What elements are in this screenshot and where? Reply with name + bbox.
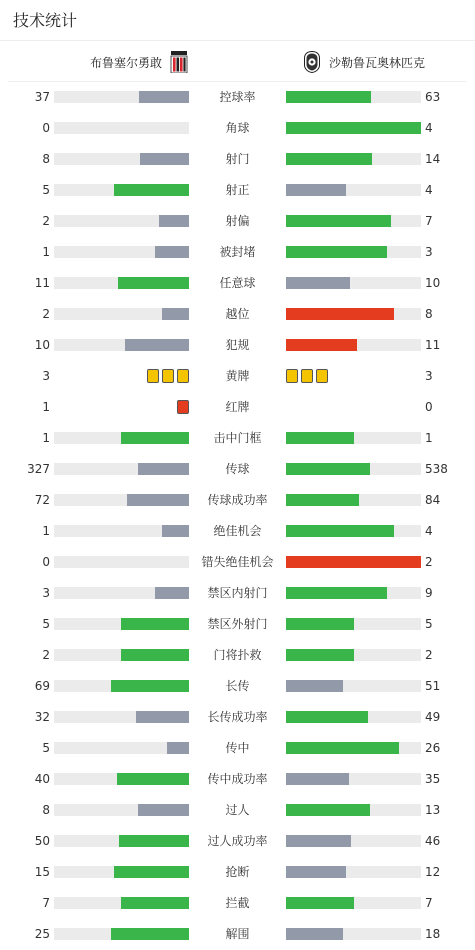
- home-stat-value: 1: [42, 524, 50, 538]
- away-stat-bar: [286, 184, 421, 196]
- home-stat-bar-fill: [162, 308, 189, 320]
- home-stat-bar: [54, 773, 189, 785]
- away-stat-value: 13: [425, 803, 441, 817]
- home-stat-bar: [54, 432, 189, 444]
- stat-row: [0, 921, 475, 950]
- stat-label: 过人: [225, 803, 250, 817]
- home-stat-bar: [54, 215, 189, 227]
- home-stat-value: 69: [34, 679, 50, 693]
- home-stat-bar-fill: [155, 587, 189, 599]
- away-stat-bar-fill: [286, 215, 391, 227]
- home-stat-bar: [54, 308, 189, 320]
- home-stat-bar-fill: [125, 339, 189, 351]
- home-stat-bar: [54, 246, 189, 258]
- away-stat-value: 4: [425, 121, 433, 135]
- home-stat-bar: [54, 649, 189, 661]
- away-stat-value: 14: [425, 152, 441, 166]
- away-stat-bar-fill: [286, 463, 370, 475]
- away-stat-bar-fill: [286, 587, 387, 599]
- stat-label: 黄牌: [225, 369, 250, 383]
- stat-label: 长传: [225, 679, 250, 693]
- stat-row: [0, 828, 475, 859]
- yellow-card-icon: [301, 369, 313, 383]
- home-stat-value: 5: [42, 741, 50, 755]
- away-stat-value: 2: [425, 555, 433, 569]
- away-stat-value: 5: [425, 617, 433, 631]
- away-stat-bar-fill: [286, 556, 421, 568]
- away-stat-value: 35: [425, 772, 441, 786]
- page-title: 技术统计: [13, 11, 78, 30]
- home-stat-value: 3: [42, 369, 50, 383]
- stat-label: 犯规: [225, 338, 250, 352]
- red-card-icon: [177, 400, 189, 414]
- away-stat-bar: [286, 277, 421, 289]
- stat-label: 射门: [225, 152, 250, 166]
- away-stat-bar-fill: [286, 773, 349, 785]
- stat-label: 任意球: [219, 276, 256, 290]
- away-stat-bar: [286, 649, 421, 661]
- away-stat-bar: [286, 153, 421, 165]
- olympic-charleroi-crest-icon: [303, 51, 321, 73]
- home-stat-bar-fill: [118, 277, 189, 289]
- home-stat-bar: [54, 91, 189, 103]
- away-stat-value: 46: [425, 834, 441, 848]
- away-stat-value: 51: [425, 679, 441, 693]
- home-stat-bar-fill: [155, 246, 189, 258]
- home-stat-bar: [54, 277, 189, 289]
- away-stat-bar: [286, 215, 421, 227]
- home-stat-value: 50: [34, 834, 50, 848]
- away-stat-bar-fill: [286, 928, 343, 940]
- stat-row: [0, 611, 475, 642]
- stat-label: 击中门框: [213, 431, 262, 445]
- away-stat-bar: [286, 680, 421, 692]
- away-stat-bar-fill: [286, 339, 357, 351]
- home-stat-value: 11: [34, 276, 50, 290]
- away-stat-bar-fill: [286, 91, 371, 103]
- home-stat-bar-fill: [121, 432, 189, 444]
- header-divider: [0, 40, 475, 41]
- stat-label: 禁区内射门: [207, 586, 268, 600]
- stat-label: 被封堵: [219, 245, 256, 259]
- stat-label: 控球率: [219, 90, 256, 104]
- away-stat-bar-fill: [286, 742, 399, 754]
- away-stat-value: 84: [425, 493, 441, 507]
- away-stat-bar: [286, 432, 421, 444]
- home-stat-bar: [54, 153, 189, 165]
- away-stat-bar: [286, 122, 421, 134]
- stat-row: [0, 456, 475, 487]
- stat-row: [0, 487, 475, 518]
- away-stat-value: 4: [425, 524, 433, 538]
- away-stat-bar: [286, 773, 421, 785]
- home-stat-value: 8: [42, 152, 50, 166]
- home-stat-bar-fill: [114, 184, 189, 196]
- home-stat-bar-fill: [119, 835, 189, 847]
- stat-label: 禁区外射门: [207, 617, 268, 631]
- away-team-name: 沙勒鲁瓦奥林匹克: [329, 55, 426, 70]
- away-stat-bar-fill: [286, 897, 354, 909]
- away-stat-value: 18: [425, 927, 441, 941]
- home-stat-bar-fill: [121, 649, 189, 661]
- home-stat-bar-fill: [111, 680, 189, 692]
- yellow-card-icon: [177, 369, 189, 383]
- away-stat-bar-fill: [286, 835, 351, 847]
- home-stat-bar-fill: [121, 897, 189, 909]
- yellow-card-icon: [147, 369, 159, 383]
- home-stat-value: 1: [42, 245, 50, 259]
- away-stat-bar: [286, 928, 421, 940]
- home-stat-value: 25: [34, 927, 50, 941]
- away-stat-bar: [286, 494, 421, 506]
- home-stat-bar: [54, 835, 189, 847]
- away-cards: [286, 369, 328, 383]
- away-team[interactable]: [295, 44, 425, 80]
- away-stat-bar: [286, 91, 421, 103]
- away-stat-bar-fill: [286, 432, 354, 444]
- stats-list: [0, 84, 475, 950]
- away-stat-bar-fill: [286, 153, 372, 165]
- stat-label: 门将扑救: [213, 648, 262, 662]
- away-stat-value: 7: [425, 214, 433, 228]
- away-stat-bar: [286, 804, 421, 816]
- away-stat-bar: [286, 742, 421, 754]
- stat-row: [0, 146, 475, 177]
- home-stat-bar-fill: [162, 525, 189, 537]
- away-stat-value: 11: [425, 338, 441, 352]
- team-divider: [8, 81, 466, 82]
- stat-label: 射正: [225, 183, 250, 197]
- yellow-card-icon: [286, 369, 298, 383]
- home-stat-value: 1: [42, 431, 50, 445]
- away-stat-bar-fill: [286, 246, 387, 258]
- home-stat-value: 40: [34, 772, 50, 786]
- away-stat-value: 8: [425, 307, 433, 321]
- yellow-card-icon: [162, 369, 174, 383]
- home-stat-bar: [54, 804, 189, 816]
- stat-row: [0, 301, 475, 332]
- away-stat-bar: [286, 246, 421, 258]
- stat-label: 越位: [225, 307, 250, 321]
- away-stat-bar: [286, 525, 421, 537]
- stat-row: [0, 735, 475, 766]
- home-stat-bar: [54, 525, 189, 537]
- rwdm-crest-icon: [170, 51, 188, 73]
- home-stat-value: 1: [42, 400, 50, 414]
- away-stat-bar: [286, 308, 421, 320]
- home-stat-bar: [54, 897, 189, 909]
- away-stat-value: 1: [425, 431, 433, 445]
- home-stat-value: 3: [42, 586, 50, 600]
- away-stat-bar-fill: [286, 525, 394, 537]
- away-stat-value: 2: [425, 648, 433, 662]
- stat-label: 射偏: [225, 214, 250, 228]
- away-stat-bar-fill: [286, 804, 370, 816]
- away-stat-value: 0: [425, 400, 433, 414]
- stat-row: [0, 363, 475, 394]
- stat-label: 错失绝佳机会: [201, 555, 274, 569]
- stat-label: 传中成功率: [207, 772, 268, 786]
- home-stat-bar-fill: [121, 618, 189, 630]
- stat-row: [0, 890, 475, 921]
- team-header: [8, 44, 466, 80]
- stat-row: [0, 580, 475, 611]
- home-stat-bar: [54, 866, 189, 878]
- away-stat-bar-fill: [286, 680, 343, 692]
- stat-row: [0, 549, 475, 580]
- away-stat-bar-fill: [286, 711, 368, 723]
- away-stat-bar-fill: [286, 866, 346, 878]
- away-stat-value: 63: [425, 90, 441, 104]
- away-stat-bar: [286, 463, 421, 475]
- home-team[interactable]: [90, 44, 196, 80]
- stat-label: 过人成功率: [207, 834, 268, 848]
- home-stat-value: 5: [42, 183, 50, 197]
- away-stat-bar: [286, 711, 421, 723]
- home-stat-bar: [54, 928, 189, 940]
- home-stat-bar: [54, 742, 189, 754]
- home-stat-bar: [54, 618, 189, 630]
- away-stat-bar: [286, 866, 421, 878]
- away-stat-value: 3: [425, 369, 433, 383]
- stat-label: 拦截: [225, 896, 250, 910]
- away-stat-bar: [286, 587, 421, 599]
- stat-row: [0, 270, 475, 301]
- home-stat-bar: [54, 463, 189, 475]
- stat-label: 解围: [225, 927, 250, 941]
- stat-label: 传球成功率: [207, 493, 268, 507]
- stat-row: [0, 797, 475, 828]
- away-stat-bar: [286, 835, 421, 847]
- stat-row: [0, 177, 475, 208]
- home-stat-bar: [54, 711, 189, 723]
- home-stat-value: 2: [42, 307, 50, 321]
- away-stat-bar-fill: [286, 618, 354, 630]
- yellow-card-icon: [316, 369, 328, 383]
- home-stat-value: 7: [42, 896, 50, 910]
- away-stat-bar: [286, 897, 421, 909]
- home-cards: [147, 369, 189, 383]
- stat-row: [0, 859, 475, 890]
- home-stat-value: 37: [34, 90, 50, 104]
- away-stat-bar-fill: [286, 649, 354, 661]
- home-stat-value: 327: [27, 462, 50, 476]
- away-stat-bar-fill: [286, 122, 421, 134]
- stat-row: [0, 704, 475, 735]
- stat-label: 角球: [225, 121, 250, 135]
- home-stat-bar-fill: [136, 711, 189, 723]
- home-stat-value: 8: [42, 803, 50, 817]
- away-stat-bar-fill: [286, 308, 394, 320]
- home-stat-value: 32: [34, 710, 50, 724]
- home-stat-value: 15: [34, 865, 50, 879]
- home-stat-value: 72: [34, 493, 50, 507]
- home-cards: [177, 400, 189, 414]
- stat-row: [0, 84, 475, 115]
- home-stat-bar-fill: [138, 463, 189, 475]
- away-stat-value: 538: [425, 462, 448, 476]
- stat-row: [0, 239, 475, 270]
- stat-label: 长传成功率: [207, 710, 268, 724]
- home-stat-value: 0: [42, 121, 50, 135]
- away-stat-bar-fill: [286, 184, 346, 196]
- away-stat-value: 4: [425, 183, 433, 197]
- home-stat-bar: [54, 339, 189, 351]
- home-stat-bar: [54, 184, 189, 196]
- home-stat-value: 2: [42, 648, 50, 662]
- home-stat-bar-fill: [111, 928, 189, 940]
- home-stat-bar: [54, 556, 189, 568]
- stat-row: [0, 518, 475, 549]
- away-stat-value: 12: [425, 865, 441, 879]
- stat-row: [0, 332, 475, 363]
- away-stat-value: 7: [425, 896, 433, 910]
- home-stat-bar-fill: [138, 804, 189, 816]
- home-team-name: 布鲁塞尔勇敢: [90, 55, 163, 70]
- home-stat-bar-fill: [140, 153, 189, 165]
- stat-row: [0, 766, 475, 797]
- away-stat-bar: [286, 339, 421, 351]
- stat-row: [0, 673, 475, 704]
- home-stat-bar-fill: [139, 91, 189, 103]
- home-stat-bar: [54, 122, 189, 134]
- stat-row: [0, 208, 475, 239]
- home-stat-value: 10: [34, 338, 50, 352]
- home-stat-bar-fill: [117, 773, 189, 785]
- stat-label: 抢断: [225, 865, 250, 879]
- away-stat-value: 26: [425, 741, 441, 755]
- stat-label: 传中: [225, 741, 250, 755]
- home-stat-bar-fill: [159, 215, 189, 227]
- away-stat-value: 9: [425, 586, 433, 600]
- stat-row: [0, 425, 475, 456]
- away-stat-value: 49: [425, 710, 441, 724]
- away-stat-bar-fill: [286, 277, 350, 289]
- home-stat-bar: [54, 494, 189, 506]
- home-stat-bar-fill: [167, 742, 189, 754]
- home-stat-value: 5: [42, 617, 50, 631]
- home-stat-bar: [54, 680, 189, 692]
- stat-row: [0, 115, 475, 146]
- away-stat-bar: [286, 618, 421, 630]
- away-stat-value: 10: [425, 276, 441, 290]
- home-stat-value: 0: [42, 555, 50, 569]
- home-stat-bar: [54, 587, 189, 599]
- stat-row: [0, 642, 475, 673]
- stat-row: [0, 394, 475, 425]
- stat-label: 传球: [225, 462, 250, 476]
- away-stat-value: 3: [425, 245, 433, 259]
- stat-label: 绝佳机会: [213, 524, 262, 538]
- home-stat-value: 2: [42, 214, 50, 228]
- stat-label: 红牌: [225, 400, 250, 414]
- home-stat-bar-fill: [127, 494, 189, 506]
- away-stat-bar-fill: [286, 494, 359, 506]
- away-stat-bar: [286, 556, 421, 568]
- home-stat-bar-fill: [114, 866, 189, 878]
